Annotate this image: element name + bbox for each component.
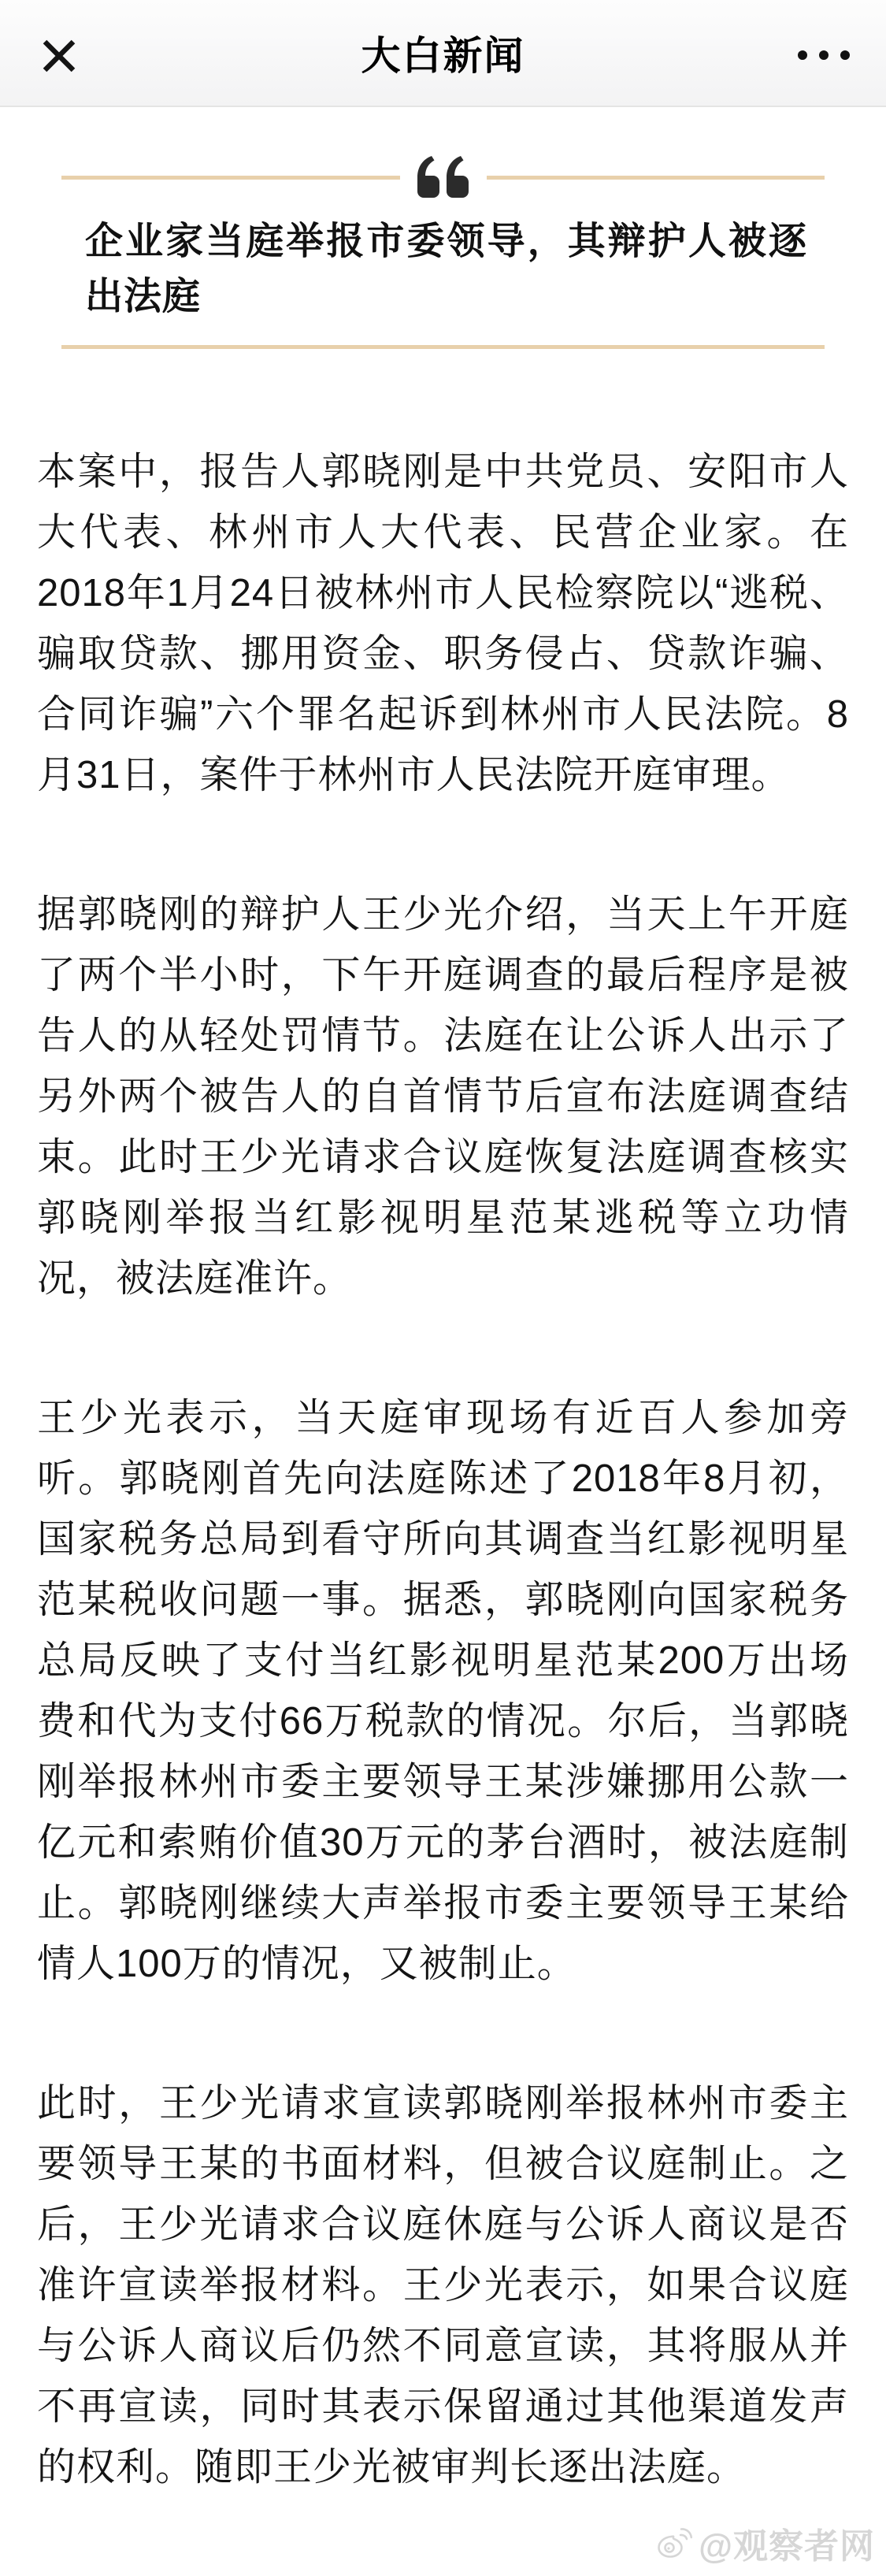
quote-divider-row (61, 151, 825, 203)
navbar (0, 0, 886, 107)
divider-line-right (487, 176, 825, 180)
ellipsis-icon (840, 50, 850, 60)
close-icon (41, 38, 77, 74)
ellipsis-icon (798, 50, 807, 60)
ellipsis-icon (819, 50, 829, 60)
close-button[interactable] (39, 36, 79, 76)
double-quote-icon (417, 156, 469, 199)
divider-line-bottom (61, 345, 825, 349)
watermark (658, 2518, 875, 2568)
quote-headline-block (0, 151, 886, 349)
article-headline: 企业家当庭举报市委领导，其辩护人被逐出法庭 (85, 221, 807, 317)
article-paragraph: 王少光表示，当天庭审现场有近百人参加旁听。郭晓刚首先向法庭陈述了2018年8月初，国家税务总局到看守所向其调查当红影视明星范某税收问题一事。据悉，郭晓刚向国家税务总局反映了支付当红影视明星范某200万出场费和代为支付66万税款的情况。尔后，当郭晓刚举报林州市委主要领导王某涉嫌挪用公款一亿元和索贿价值30万元的茅台酒时，被法庭制止。郭晓刚继续大声举报市委主要领导王某给情人100万的情况，又被制止。 (37, 1397, 849, 1985)
article-body (0, 442, 886, 2498)
article-paragraph: 本案中，报告人郭晓刚是中共党员、安阳市人大代表、林州市人大代表、民营企业家。在2018年1月24日被林州市人民检察院以“逃税、骗取贷款、挪用资金、职务侵占、贷款诈骗、合同诈骗”六个罪名起诉到林州市人民法院。8月31日，案件于林州市人民法院开庭审理。 (37, 451, 849, 796)
divider-line-left (61, 176, 400, 180)
more-menu-button[interactable] (796, 32, 851, 79)
article-paragraph: 据郭晓刚的辩护人王少光介绍，当天上午开庭了两个半小时，下午开庭调查的最后程序是被告人的从轻处罚情节。法庭在让公诉人出示了另外两个被告人的自首情节后宣布法庭调查结束。此时王少光请求合议庭恢复法庭调查核实郭晓刚举报当红影视明星范某逃税等立功情况，被法庭准许。 (37, 893, 849, 1300)
article-paragraph: 此时，王少光请求宣读郭晓刚举报林州市委主要领导王某的书面材料，但被合议庭制止。之后，王少光请求合议庭休庭与公诉人商议是否准许宣读举报材料。王少光表示，如果合议庭与公诉人商议后仍然不同意宣读，其将服从并不再宣读，同时其表示保留通过其他渠道发声的权利。随即王少光被审判长逐出法庭。 (37, 2082, 849, 2489)
weibo-icon (658, 2528, 692, 2558)
page-title: 大白新闻 (361, 34, 525, 78)
watermark-text: @观察者网 (699, 2527, 875, 2566)
